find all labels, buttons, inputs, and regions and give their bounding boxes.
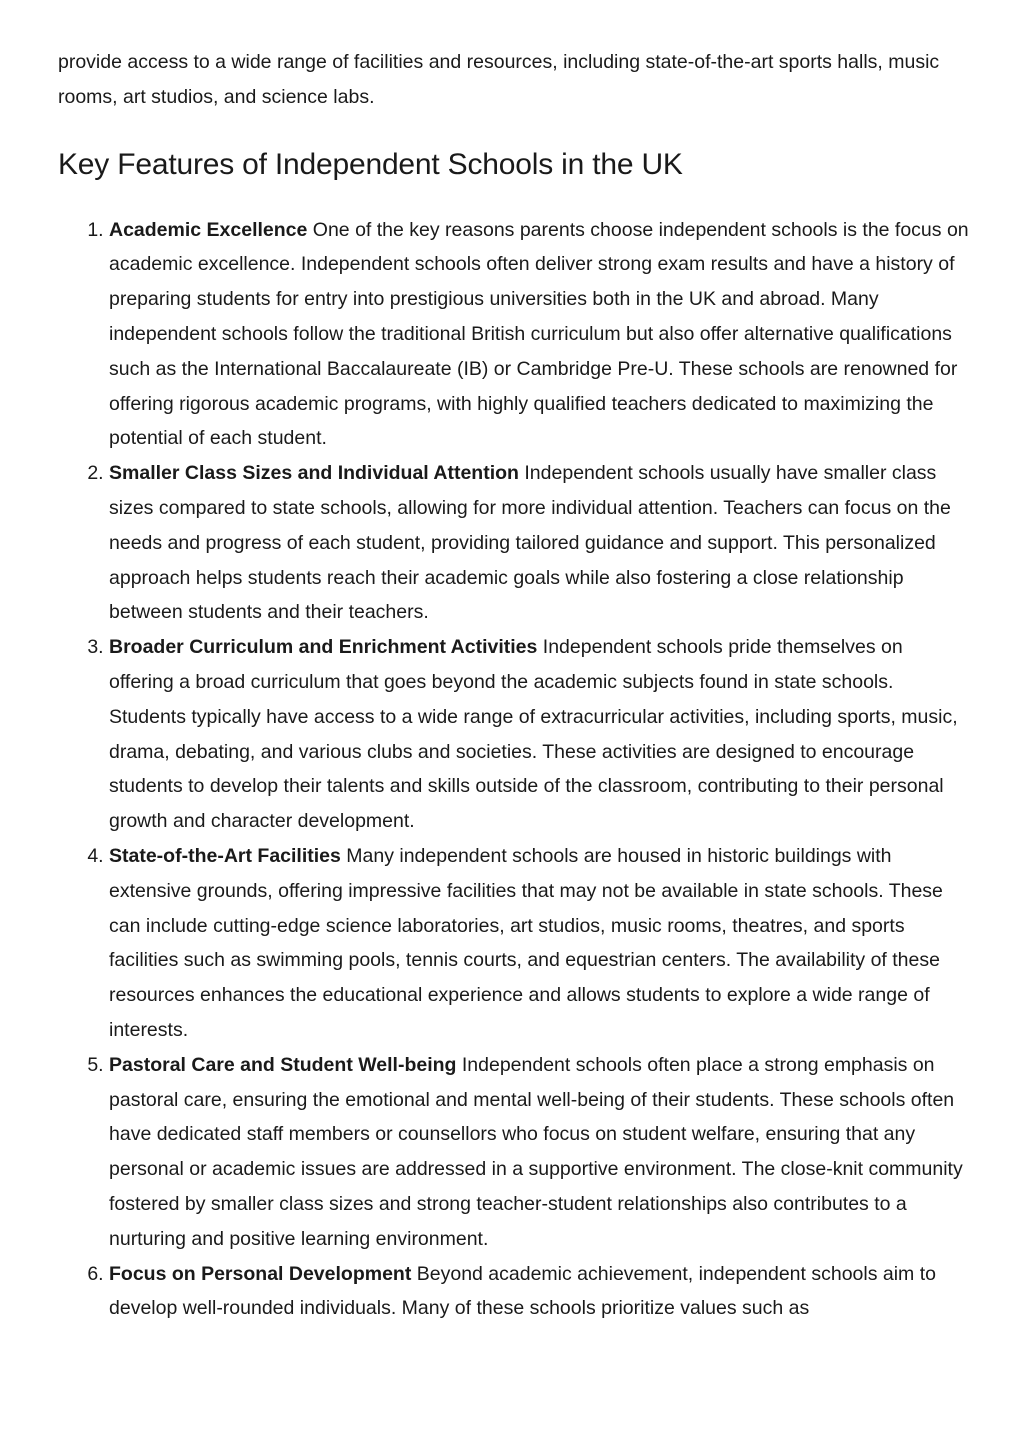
intro-paragraph: provide access to a wide range of facilities and resources, including state-of-the-art sports halls, music rooms, art studios, and science labs.	[58, 51, 940, 108]
item-title: Smaller Class Sizes and Individual Attention	[109, 462, 519, 485]
list-item	[109, 1257, 970, 1327]
list-item	[109, 213, 970, 457]
item-title: Broader Curriculum and Enrichment Activities	[109, 636, 538, 659]
item-title: Academic Excellence	[109, 218, 308, 241]
list-item	[109, 630, 970, 839]
section-heading: Key Features of Independent Schools in the UK	[58, 147, 683, 181]
list-item	[109, 1048, 970, 1257]
item-title: Pastoral Care and Student Well-being	[109, 1053, 457, 1076]
features-list	[58, 213, 970, 1327]
document-page	[58, 45, 970, 1326]
item-title: State-of-the-Art Facilities	[109, 844, 341, 867]
item-body: Many independent schools are housed in historic buildings with extensive grounds, offering impressive facilities that may not be available in state schools. These can include cutting-edge science laboratories, art studios, music rooms, theatres, and sports facilities such as swimming pools, tennis courts, and equestrian centers. The availability of these resources enhances the educational experience and allows students to explore a wide range of interests.	[109, 844, 943, 1041]
list-item	[109, 456, 970, 630]
item-body: Beyond academic achievement, independent schools aim to develop well-rounded individuals. Many of these schools prioritize values such as	[109, 1262, 936, 1320]
item-title: Focus on Personal Development	[109, 1262, 412, 1285]
item-body: Independent schools often place a strong emphasis on pastoral care, ensuring the emotional and mental well-being of their students. These schools often have dedicated staff members or counsellors who focus on student welfare, ensuring that any personal or academic issues are addressed in a supportive environment. The close-knit community fostered by smaller class sizes and strong teacher-student relationships also contributes to a nurturing and positive learning environment.	[109, 1053, 963, 1250]
list-item	[109, 839, 970, 1048]
item-body: Independent schools pride themselves on offering a broad curriculum that goes beyond the academic subjects found in state schools. Students typically have access to a wide range of extracurricular activities, including sports, music, drama, debating, and various clubs and societies. These activities are designed to encourage students to develop their talents and skills outside of the classroom, contributing to their personal growth and character development.	[109, 636, 958, 833]
item-body: Independent schools usually have smaller class sizes compared to state schools, allowing for more individual attention. Teachers can focus on the needs and progress of each student, providing tailored guidance and support. This personalized approach helps students reach their academic goals while also fostering a close relationship between students and their teachers.	[109, 462, 951, 624]
item-body: One of the key reasons parents choose independent schools is the focus on academic excellence. Independent schools often deliver strong exam results and have a history of preparing students for entry into prestigious universities both in the UK and abroad. Many independent schools follow the traditional British curriculum but also offer alternative qualifications such as the International Baccalaureate (IB) or Cambridge Pre-U. These schools are renowned for offering rigorous academic programs, with highly qualified teachers dedicated to maximizing the potential of each student.	[109, 218, 969, 450]
